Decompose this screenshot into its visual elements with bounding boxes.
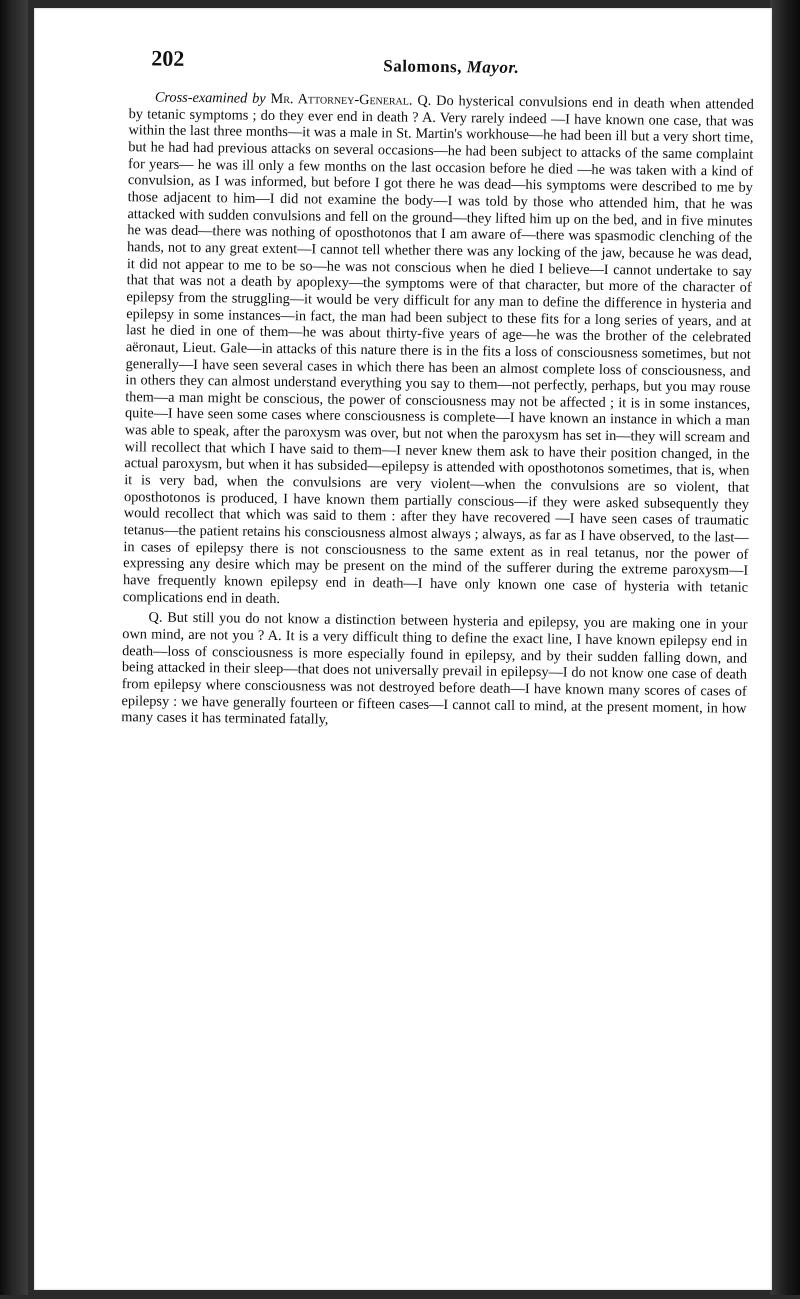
paragraph-lead-smallcaps: Mr. Attorney-General. — [270, 90, 413, 109]
book-page — [34, 8, 772, 1290]
paragraph-text: Q. But still you do not know a distinction between hysteria and epilepsy, you are making one in your own mind, are not you ? A. It is a very difficult thing to define the exact line, I have known epilepsy end in death—loss of consciousness is more especially found in epilepsy, and by their sudden falling down, and being attacked in their sleep—that does not universally prevail in epilepsy—I do not know one case of death from epilepsy where consciousness was not destroyed before death—I have known many scores of cases of epilepsy : we have generally fourteen or fifteen cases—I cannot call to mind, at the present moment, in how many cases it has terminated fatally, — [121, 609, 748, 728]
running-head-name: Salomons, — [383, 56, 463, 77]
paragraph-lead-italic: Cross-examined by — [154, 89, 271, 107]
scan-right-margin — [770, 0, 800, 1295]
paragraph-text: Q. Do hysterical convulsions end in death when attended by tetanic symptoms ; do they ever end in death ? A. Very rarely indeed —I have known one case, that was within the last three months—it was a male in St. Martin's workhouse—he had been ill but a very short time, but he had had previous attacks on several occasions—he had been subject to attacks of the same complaint for years— he was ill only a few months on the last occasion before he died —he was taken with a kind of convulsion, as I was informed, but before I got there he was dead—his symptoms were described to me by those adjacent to him—I did not examine the body—I was told by those who attended him, that he was attacked with sudden convulsions and fell on the ground—they lifted him up on the bed, and in five minutes he was dead—there was nothing of oposthotonos that I am aware of—there was spasmodic clenching of the hands, not to any great extent—I cannot tell whether there was any locking of the jaw, because he was dead, it did not appear to me to be so—he was not conscious when he died I believe—I cannot undertake to say that that was not a death by apoplexy—the symptoms were of that character, but more of the character of epilepsy from the struggling—it would be very difficult for any man to define the difference in hysteria and epilepsy in some instances—in fact, the man had been subject to these fits for a long series of years, and at last he died in one of them—he was about thirty-five years of age—he was the brother of the celebrated aëronaut, Lieut. Gale—in attacks of this nature there is in the fits a loss of consciousness sometimes, but not generally—I have seen several cases in which there has been an almost complete loss of consciousness, and in others they can almost understand everything you say to them—not perfectly, perhaps, but you may rouse them—a man might be conscious, the power of consciousness may not be affected ; it is in some instances, quite—I have seen some cases where consciousness is complete—I have known an instance in which a man was able to speak, after the paroxysm was over, but not when the paroxysm has set in—they will scream and will recollect that which I have said to them—I never knew them ask to have their position changed, in the actual paroxysm, but when it has subsided—epilepsy is attended with oposthotonos sometimes, that is, when it is very bad, when the convulsions are very violent—when the convulsions are so violent, that oposthotonos is produced, I have known them partially conscious—if they were asked subsequently they would recollect that which was said to them : after they have recovered —I have seen cases of traumatic tetanus—the patient retains his consciousness almost always ; always, as far as I have observed, to the last—in cases of epilepsy there is not consciousness to the same extent as in real tetanus, nor the power of expressing any desire which may be present on the mind of the sufferer during the extreme paroxysm—I have frequently known epilepsy end in death—I have only known one case of hysteria with tetanic complications end in death. — [122, 92, 754, 607]
running-head-title: Mayor. — [466, 57, 520, 77]
page-number: 202 — [151, 45, 185, 71]
paragraph — [121, 609, 747, 733]
running-head — [383, 56, 519, 78]
body-text — [121, 89, 754, 734]
page-content — [18, 8, 772, 1299]
paragraph — [123, 89, 754, 613]
